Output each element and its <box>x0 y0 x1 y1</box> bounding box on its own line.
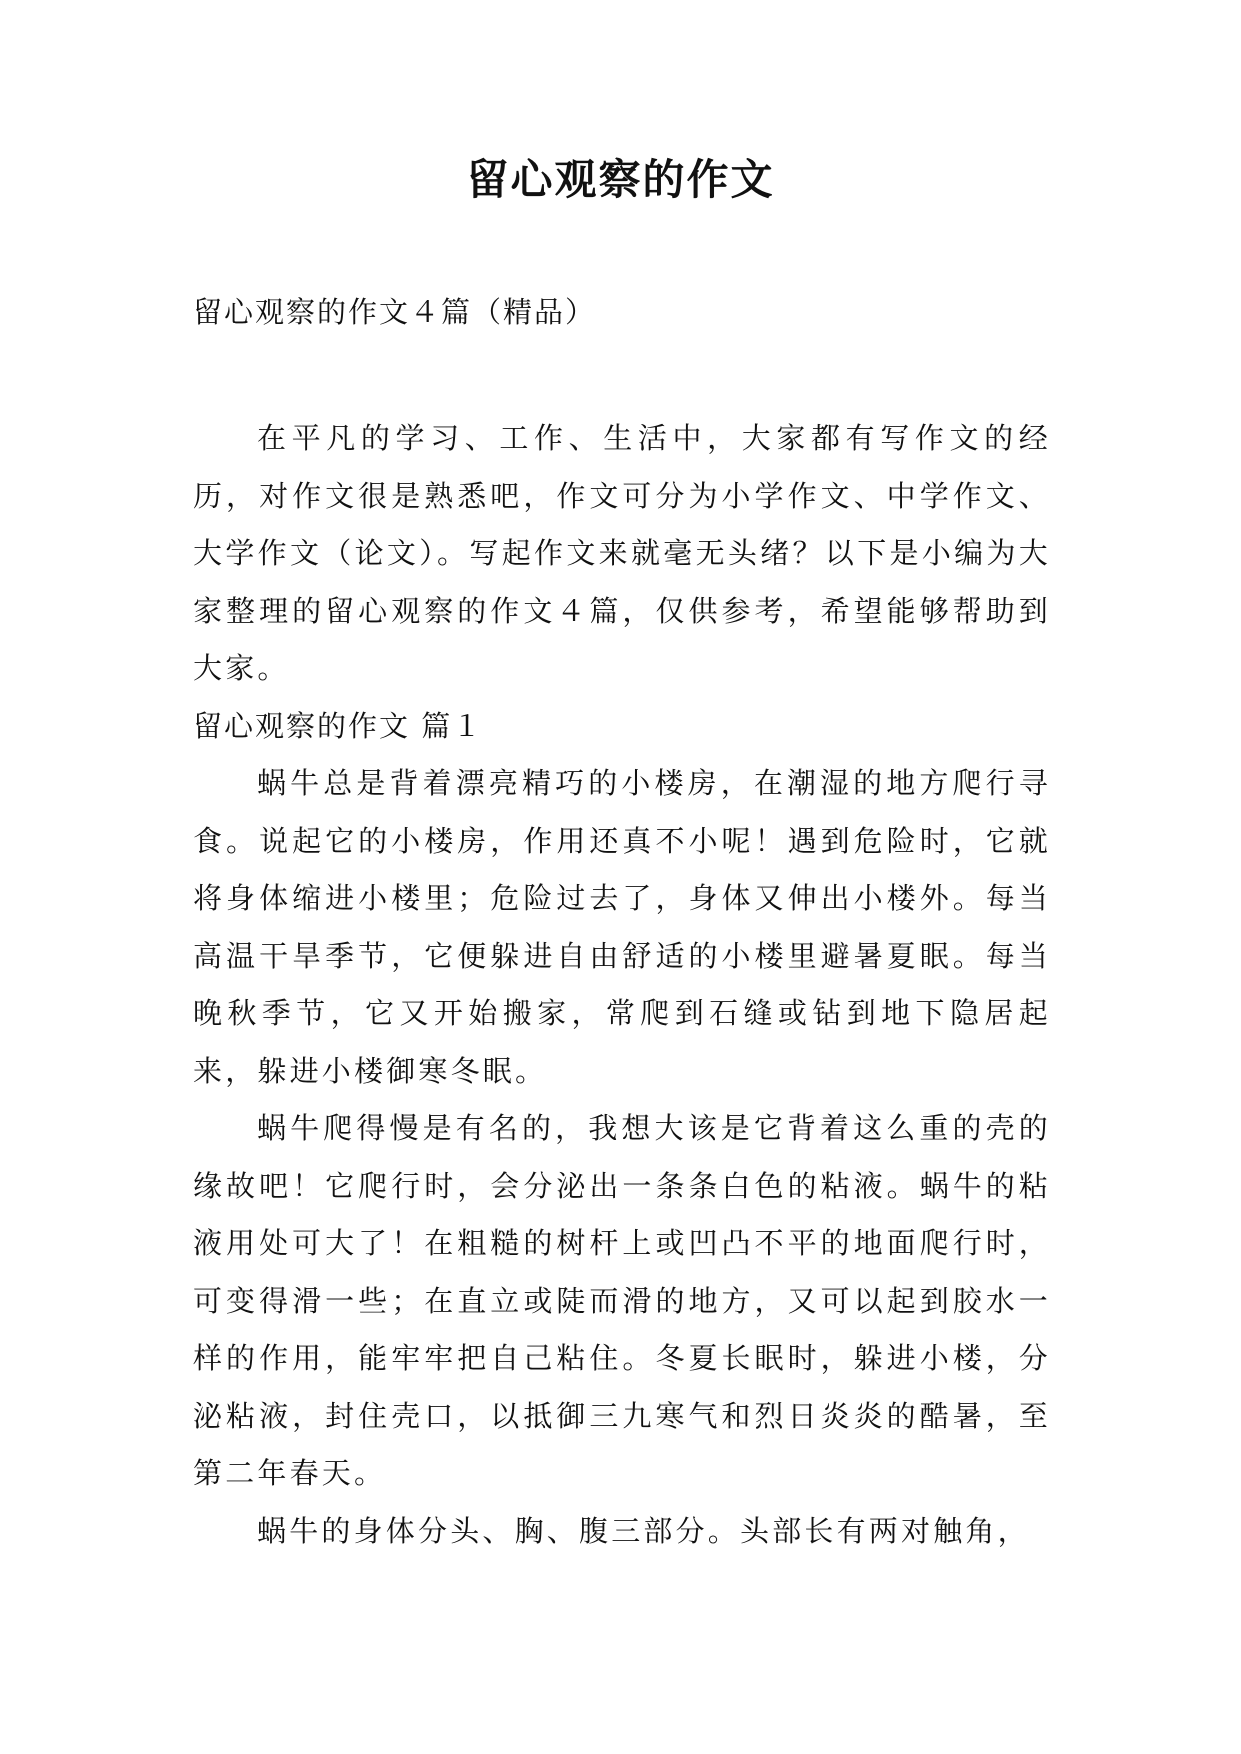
document-subtitle: 留心观察的作文４篇（精品） <box>193 295 597 329</box>
body-paragraph-3: 蜗牛的身体分头、胸、腹三部分。头部长有两对触角， <box>257 1513 1030 1548</box>
section-heading: 留心观察的作文 篇１ <box>193 708 484 743</box>
body-paragraph-1: 蜗牛总是背着漂亮精巧的小楼房，在潮湿的地方爬行寻食。说起它的小楼房，作用还真不小呢！遇到危险时，它就将身体缩进小楼里；危险过去了，身体又伸出小楼外。每当高温干旱季节，它便躲进自由舒适的小楼里避暑夏眠。每当晚秋季节，它又开始搬家，常爬到石缝或钻到地下隐居起来，躲进小楼御寒冬眠。 <box>193 766 1051 1088</box>
document-title: 留心观察的作文 <box>466 155 775 204</box>
body-paragraph-2: 蜗牛爬得慢是有名的，我想大该是它背着这么重的壳的缘故吧！它爬行时，会分泌出一条条白色的粘液。蜗牛的粘液用处可大了！在粗糙的树杆上或凹凸不平的地面爬行时，可变得滑一些；在直立或陡而滑的地方，又可以起到胶水一样的作用，能牢牢把自己粘住。冬夏长眠时，躲进小楼，分泌粘液，封住壳口，以抵御三九寒气和烈日炎炎的酷暑，至第二年春天。 <box>193 1111 1051 1490</box>
document-body <box>193 410 1051 1560</box>
intro-paragraph: 在平凡的学习、工作、生活中，大家都有写作文的经历，对作文很是熟悉吧，作文可分为小学作文、中学作文、大学作文（论文）。写起作文来就毫无头绪？以下是小编为大家整理的留心观察的作文４篇，仅供参考，希望能够帮助到大家。 <box>193 421 1051 685</box>
